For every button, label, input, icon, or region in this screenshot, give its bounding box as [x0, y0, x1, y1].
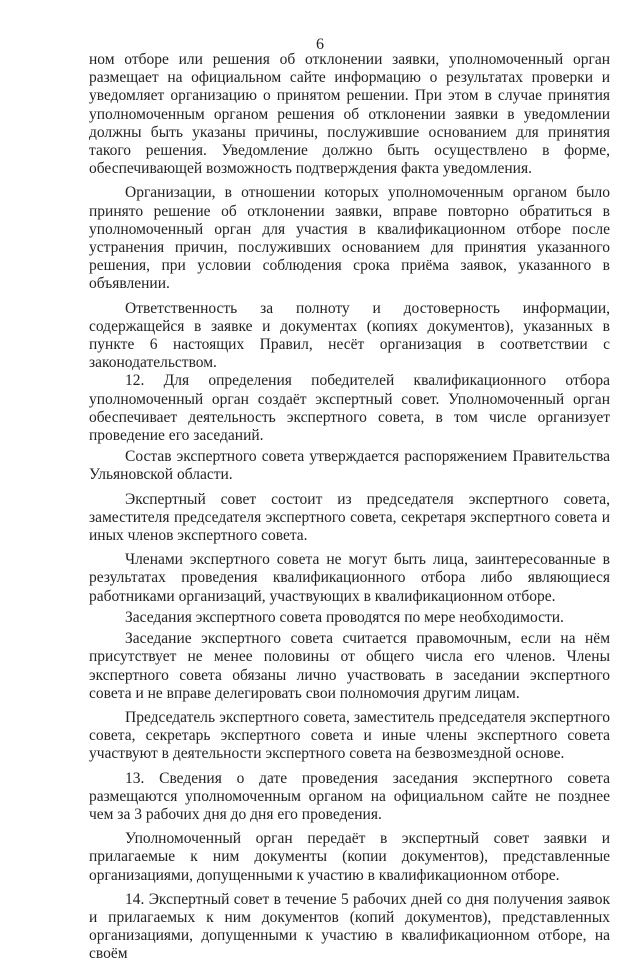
paragraph-item-13: 13. Сведения о дате проведения заседания экспертного совета размещаются уполномоченным органом на официальном сайте не позднее чем за 3 рабочих дня до дня его проведения. [89, 769, 610, 823]
paragraph-repeat-application: Организации, в отношении которых уполномоченным органом было принято решение об отклонении заявки, вправе повторно обратиться в уполномоченный орган для участия в квалификационном отборе после устранения причин, послуживших основанием для принятия указанного решения, при условии соблюдения срока приёма заявок, указанного в объявлении. [89, 184, 610, 293]
paragraph-item-12: 12. Для определения победителей квалификационного отбора уполномоченный орган создаёт экспертный совет. Уполномоченный орган обеспечивает деятельность экспертного совета, в том числе организует проведение его заседаний. [89, 372, 610, 445]
paragraph-member-restrictions: Членами экспертного совета не могут быть лица, заинтересованные в результатах проведения квалификационного отбора либо являющиеся работниками организаций, участвующих в квалификационном отборе. [89, 551, 610, 605]
paragraph-meetings: Заседания экспертного совета проводятся по мере необходимости. [125, 608, 564, 626]
paragraph-council-members: Экспертный совет состоит из председателя экспертного совета, заместителя председателя экспертного совета, секретаря экспертного совета и иных членов экспертного совета. [89, 490, 610, 545]
paragraph-council-composition: Состав экспертного совета утверждается распоряжением Правительства Ульяновской области. [89, 448, 610, 484]
page-number: 6 [316, 36, 324, 53]
paragraph-gratuitous-basis: Председатель экспертного совета, заместитель председателя экспертного совета, секретарь экспертного совета и иные члены экспертного совета участвуют в деятельности экспертного совета на безвозмездной основе. [89, 708, 610, 763]
paragraph-documents-transfer: Уполномоченный орган передаёт в экспертный совет заявки и прилагаемые к ним документы (копии документов), представленные организациями, допущенными к участию в квалификационном отборе. [89, 830, 610, 884]
paragraph-quorum: Заседание экспертного совета считается правомочным, если на нём присутствует не менее половины от общего числа его членов. Члены экспертного совета обязаны лично участвовать в заседании экспертного совета и не вправе делегировать свои полномочия другим лицам. [89, 630, 610, 702]
document-body [89, 51, 610, 964]
paragraph-1-continuation: ном отборе или решения об отклонении заявки, уполномоченный орган размещает на официальном сайте информацию о результатах проверки и уведомляет организацию о принятом решении. При этом в случае принятия уполномоченным органом решения об отклонении заявки в уведомлении должны быть указаны причины, послужившие основанием для принятия такого решения. Уведомление должно быть осуществлено в форме, обеспечивающей возможность подтверждения факта уведомления. [89, 51, 610, 178]
paragraph-responsibility: Ответственность за полноту и достоверность информации, содержащейся в заявке и документах (копиях документов), указанных в пункте 6 настоящих Правил, несёт организация в соответствии с законодательством. [89, 299, 610, 372]
paragraph-item-14: 14. Экспертный совет в течение 5 рабочих дней со дня получения заявок и прилагаемых к ним документов (копий документов), представленных организациями, допущенными к участию в квалификационном отборе, на своём [89, 890, 610, 963]
